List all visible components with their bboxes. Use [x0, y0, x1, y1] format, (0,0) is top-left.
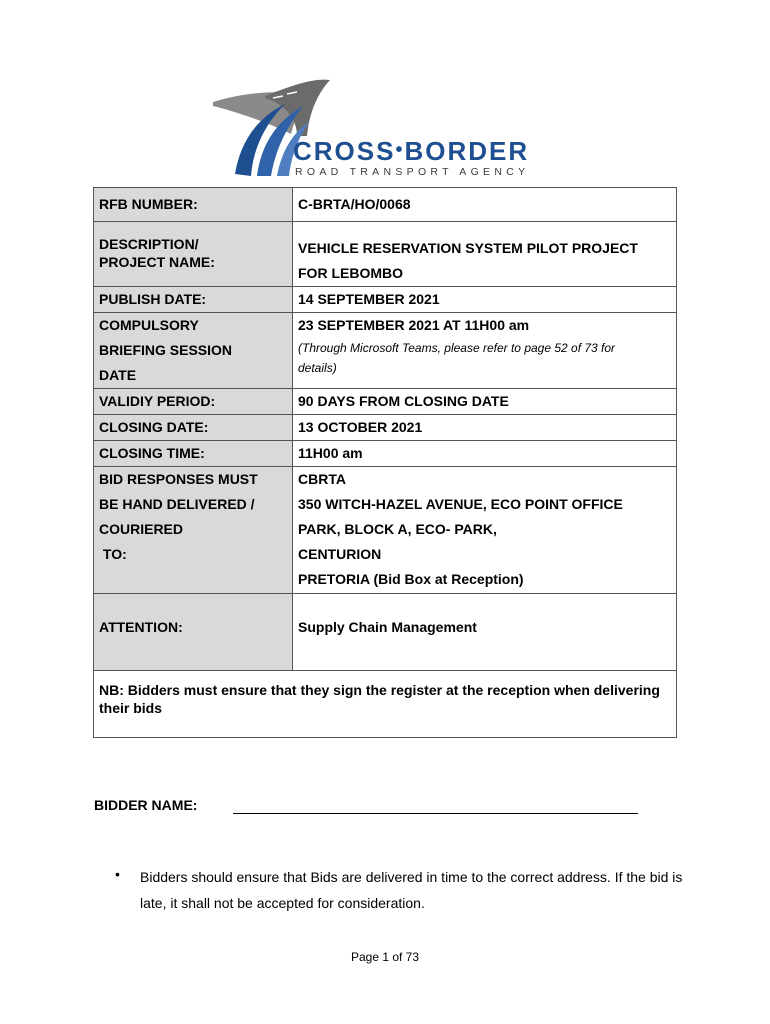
description-value: VEHICLE RESERVATION SYSTEM PILOT PROJECT FOR LEBOMBO — [293, 222, 677, 287]
publish-date-label: PUBLISH DATE: — [94, 287, 293, 313]
page-number: Page 1 of 73 — [350, 950, 420, 964]
table-row — [94, 222, 677, 287]
table-row — [94, 188, 677, 222]
bidder-name-field[interactable] — [233, 813, 638, 814]
table-row — [94, 467, 677, 594]
briefing-value: 23 SEPTEMBER 2021 AT 11H00 am (Through Microsoft Teams, please refer to page 52 of 73 for details) — [293, 313, 677, 389]
nb-note: NB: Bidders must ensure that they sign the register at the reception when delivering their bids — [93, 665, 677, 738]
validity-label: VALIDIY PERIOD: — [94, 389, 293, 415]
table-row — [94, 287, 677, 313]
closing-date-label: CLOSING DATE: — [94, 415, 293, 441]
closing-time-label: CLOSING TIME: — [94, 441, 293, 467]
logo-brand-text: CROSS•BORDER — [293, 136, 530, 166]
table-row — [94, 415, 677, 441]
table-row — [94, 389, 677, 415]
publish-date-value: 14 SEPTEMBER 2021 — [293, 287, 677, 313]
table-row — [94, 441, 677, 467]
attention-value: Supply Chain Management — [293, 594, 677, 671]
bullet-text: Bidders should ensure that Bids are delivered in time to the correct address. If the bid is late, it shall not be accepted for consideration. — [140, 869, 683, 911]
attention-label: ATTENTION: — [94, 594, 293, 671]
briefing-note: (Through Microsoft Teams, please refer to page 52 of 73 for details) — [298, 341, 616, 375]
briefing-label: COMPULSORY BRIEFING SESSION DATE — [94, 313, 293, 389]
validity-value: 90 DAYS FROM CLOSING DATE — [293, 389, 677, 415]
delivery-label: BID RESPONSES MUST BE HAND DELIVERED / COURIERED TO: — [94, 467, 293, 594]
rfb-number-value: C-BRTA/HO/0068 — [293, 188, 677, 222]
cbrta-logo — [205, 74, 560, 182]
bidder-name-label: BIDDER NAME: — [94, 797, 198, 813]
closing-date-value: 13 OCTOBER 2021 — [293, 415, 677, 441]
logo-subtitle: ROAD TRANSPORT AGENCY — [295, 166, 530, 178]
closing-time-value: 11H00 am — [293, 441, 677, 467]
description-label: DESCRIPTION/ PROJECT NAME: — [94, 222, 293, 287]
table-row — [94, 594, 677, 671]
table-row — [94, 313, 677, 389]
rfb-details-table — [93, 187, 677, 671]
delivery-address-value: CBRTA 350 WITCH-HAZEL AVENUE, ECO POINT OFFICE PARK, BLOCK A, ECO- PARK, CENTURION PRETORIA (Bid Box at Reception) — [293, 467, 677, 594]
bullet-icon: • — [115, 866, 120, 882]
rfb-number-label: RFB NUMBER: — [94, 188, 293, 222]
